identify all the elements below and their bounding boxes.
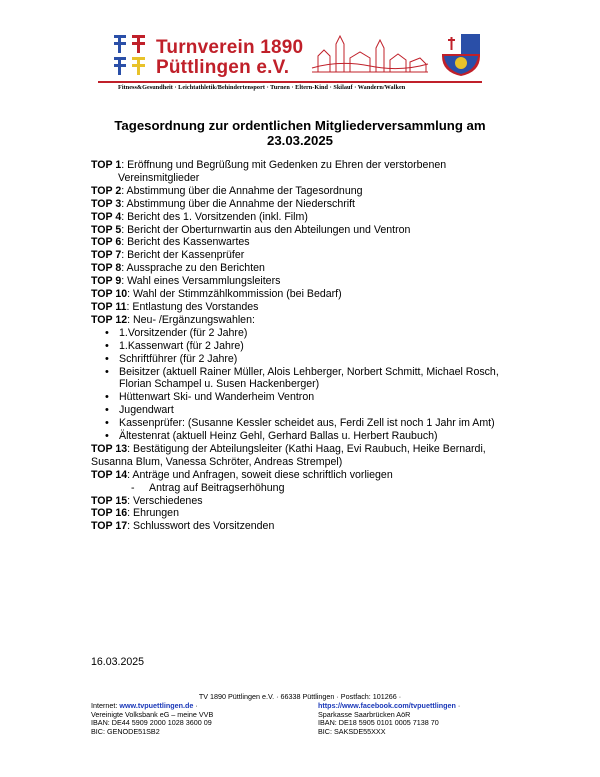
club-name-line2: Püttlingen e.V. <box>156 57 290 78</box>
agenda-item: TOP 3: Abstimmung über die Annahme der Niederschrift <box>91 197 356 210</box>
agenda-item: TOP 17: Schlusswort des Vorsitzenden <box>91 520 275 533</box>
agenda <box>91 159 521 533</box>
agenda-item: TOP 8: Aussprache zu den Berichten <box>91 262 265 275</box>
document-title <box>90 119 510 148</box>
letterhead <box>98 30 486 82</box>
list-item: • Kassenprüfer: (Susanne Kessler scheidet aus, Ferdi Zell ist noch 1 Jahr im Amt) <box>119 417 521 430</box>
agenda-item-continuation: Vereinsmitglieder <box>118 171 200 184</box>
website-link[interactable]: www.tvpuettlingen.de <box>119 701 194 710</box>
election-list <box>91 327 521 443</box>
iban: IBAN: DE44 5909 2000 1028 3600 09 <box>91 718 212 728</box>
agenda-item: TOP 15: Verschiedenes <box>91 494 203 507</box>
list-item: • 1.Vorsitzender (für 2 Jahre) <box>119 327 521 340</box>
document-date: 16.03.2025 <box>91 656 145 668</box>
internet-label: Internet: <box>91 701 120 710</box>
agenda-item: TOP 11: Entlastung des Vorstandes <box>91 300 259 313</box>
agenda-item: TOP 12: Neu- /Ergänzungswahlen: <box>91 313 255 326</box>
agenda-item: TOP 1: Eröffnung und Begrüßung mit Gedenken zu Ehren der verstorbenen <box>91 159 447 171</box>
agenda-item: TOP 7: Bericht der Kassenprüfer <box>91 249 245 262</box>
bic: BIC: GENODE51SB2 <box>91 726 160 736</box>
list-item: • 1.Kassenwart (für 2 Jahre) <box>119 340 521 353</box>
header-divider <box>98 81 482 83</box>
agenda-item: TOP 10: Wahl der Stimmzählkommission (bei Bedarf) <box>91 288 342 301</box>
list-item: • Schriftführer (für 2 Jahre) <box>119 353 521 366</box>
list-item: • Jugendwart <box>119 404 521 417</box>
footer-bank-right: https://www.facebook.com/tvpuettlingen · Sparkasse Saarbrücken AöR IBAN: DE18 5905 0101 0005 7138 70 BIC: SAKSDE55XXX <box>318 701 461 736</box>
dash-marker: - <box>131 481 135 494</box>
facebook-link[interactable]: https://www.facebook.com/tvpuettlingen <box>318 701 456 710</box>
iban: IBAN: DE18 5905 0101 0005 7138 70 <box>318 718 439 728</box>
town-crest-icon <box>440 32 482 78</box>
agenda-item: TOP 16: Ehrungen <box>91 507 179 520</box>
agenda-item: TOP 5: Bericht der Oberturnwartin aus den Abteilungen und Ventron <box>91 223 411 236</box>
agenda-item: TOP 2: Abstimmung über die Annahme der Tagesordnung <box>91 184 363 197</box>
club-name <box>156 38 303 78</box>
agenda-item: TOP 4: Bericht des 1. Vorsitzenden (inkl. Film) <box>91 210 308 223</box>
list-item: • Ältestenrat (aktuell Heinz Gehl, Gerhard Ballas u. Herbert Raubuch) <box>119 430 521 443</box>
footer-bank-left: Internet: www.tvpuettlingen.de · Vereinigte Volksbank eG – meine VVB IBAN: DE44 5909 2000 1028 3600 09 BIC: GENODE51SB2 <box>91 701 214 736</box>
list-item: • Beisitzer (aktuell Rainer Müller, Alois Lehberger, Norbert Schmitt, Michael Rosch, Florian Schampel u. Susen Hackenberger) <box>119 366 521 392</box>
agenda-item: TOP 13: Bestätigung der Abteilungsleiter (Kathi Haag, Evi Raubuch, Heike Bernardi, Susanna Blum, Vanessa Schröter, Andreas Strempel) <box>91 442 486 468</box>
agenda-subitem: - Antrag auf Beitragserhöhung <box>131 481 285 494</box>
list-item: • Hüttenwart Ski- und Wanderheim Ventron <box>119 391 521 404</box>
town-skyline-icon <box>310 34 430 76</box>
title-line1: Tagesordnung zur ordentlichen Mitgliederversammlung am <box>114 118 486 133</box>
agenda-item: TOP 6: Bericht des Kassenwartes <box>91 236 250 249</box>
bic: BIC: SAKSDE55XXX <box>318 726 386 736</box>
club-logo-icon <box>112 33 148 77</box>
title-line2: 23.03.2025 <box>266 132 333 148</box>
agenda-item: TOP 9: Wahl eines Versammlungsleiters <box>91 275 281 288</box>
bank-name: Vereinigte Volksbank eG – meine VVB <box>91 709 214 719</box>
sports-list: Fitness&Gesundheit · Leichtathletik/Behindertensport · Turnen · Eltern-Kind · Skilauf · Wandern/Walken <box>118 84 406 91</box>
bank-name: Sparkasse Saarbrücken AöR <box>318 709 411 719</box>
footer-address: TV 1890 Püttlingen e.V. · 66338 Püttlingen · Postfach: 101266 · <box>198 692 402 701</box>
agenda-item: TOP 14: Anträge und Anfragen, soweit diese schriftlich vorliegen <box>91 468 393 481</box>
club-name-line1: Turnverein 1890 <box>156 37 304 58</box>
